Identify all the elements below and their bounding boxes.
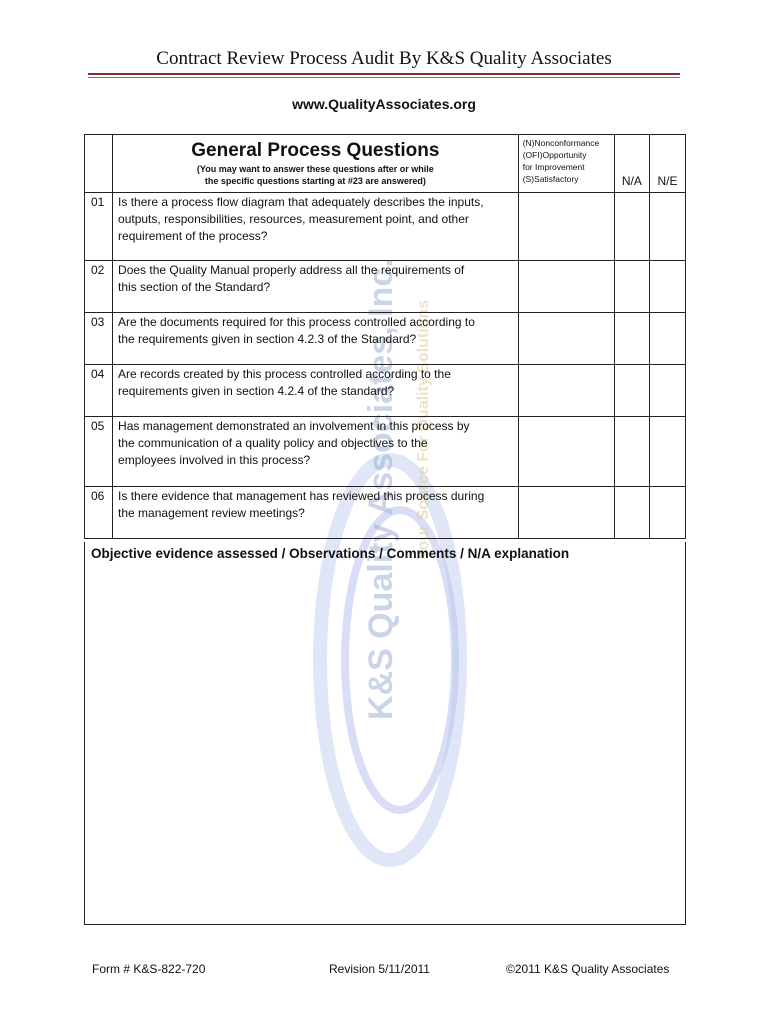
na-column-header: N/A [614,135,649,193]
table-header-row [85,135,686,193]
question-line: Is there a process flow diagram that adequately describes the inputs, [118,195,484,209]
comments-label: Objective evidence assessed / Observations / Comments / N/A explanation [91,546,570,561]
header-num-cell [85,135,113,193]
question-number: 02 [85,261,113,313]
ne-column-header: N/E [649,135,685,193]
header-title-cell [113,135,519,193]
section-subtitle-line1: (You may want to answer these questions after or while [196,164,434,174]
rating-cell[interactable] [518,261,614,313]
question-text [113,313,519,365]
table-row [85,193,686,261]
ne-cell[interactable] [649,313,685,365]
website-url: www.QualityAssociates.org [292,96,476,112]
section-title: General Process Questions [191,140,440,161]
question-line: requirement of the process? [118,229,268,243]
audit-table [84,134,686,539]
legend-line: (S)Satisfactory [522,174,579,184]
page-title: Contract Review Process Audit By K&S Quality Associates [156,48,612,69]
na-cell[interactable] [614,417,649,487]
question-line: Are records created by this process controlled according to the [118,367,451,381]
ne-cell[interactable] [649,261,685,313]
question-line: outputs, responsibilities, resources, measurement point, and other [118,212,469,226]
question-text [113,417,519,487]
na-cell[interactable] [614,193,649,261]
title-divider [88,73,680,75]
question-number: 06 [85,487,113,539]
question-line: Is there evidence that management has reviewed this process during [118,489,485,503]
question-line: Has management demonstrated an involvement in this process by [118,419,470,433]
legend-line: (OFI)Opportunity [522,150,587,160]
table-row [85,417,686,487]
rating-cell[interactable] [518,487,614,539]
na-cell[interactable] [614,487,649,539]
comments-box[interactable] [84,542,686,925]
question-text [113,487,519,539]
question-text [113,365,519,417]
table-row [85,261,686,313]
rating-cell[interactable] [518,365,614,417]
na-cell[interactable] [614,261,649,313]
watermark-tagline: Your Source For Quality Solutions [415,299,432,560]
ne-cell[interactable] [649,365,685,417]
legend-line: for Improvement [522,162,585,172]
question-number: 03 [85,313,113,365]
legend-line: (N)Nonconformance [522,138,600,148]
rating-cell[interactable] [518,313,614,365]
footer-form-number: Form # K&S-822-720 [92,962,206,976]
question-number: 05 [85,417,113,487]
ne-cell[interactable] [649,487,685,539]
section-subtitle-line2: the specific questions starting at #23 are answered) [204,176,426,186]
question-line: this section of the Standard? [118,280,271,294]
ne-cell[interactable] [649,193,685,261]
rating-legend [518,135,614,193]
footer-copyright: ©2011 K&S Quality Associates [506,962,670,976]
question-line: requirements given in section 4.2.4 of the standard? [118,384,395,398]
table-row [85,487,686,539]
question-line: Does the Quality Manual properly address all the requirements of [118,263,465,277]
table-row [85,313,686,365]
question-line: the requirements given in section 4.2.3 of the Standard? [118,332,417,346]
rating-cell[interactable] [518,193,614,261]
rating-cell[interactable] [518,417,614,487]
question-text [113,193,519,261]
question-line: Are the documents required for this process controlled according to [118,315,475,329]
question-text [113,261,519,313]
na-cell[interactable] [614,313,649,365]
ne-cell[interactable] [649,417,685,487]
watermark-text: K&S Quality Associates, Inc. [362,258,400,720]
footer-revision: Revision 5/11/2011 [329,962,430,976]
question-number: 01 [85,193,113,261]
question-line: the communication of a quality policy and objectives to the [118,436,428,450]
question-line: the management review meetings? [118,506,305,520]
question-number: 04 [85,365,113,417]
question-line: employees involved in this process? [118,453,311,467]
table-row [85,365,686,417]
na-cell[interactable] [614,365,649,417]
title-divider-thin [88,77,680,78]
